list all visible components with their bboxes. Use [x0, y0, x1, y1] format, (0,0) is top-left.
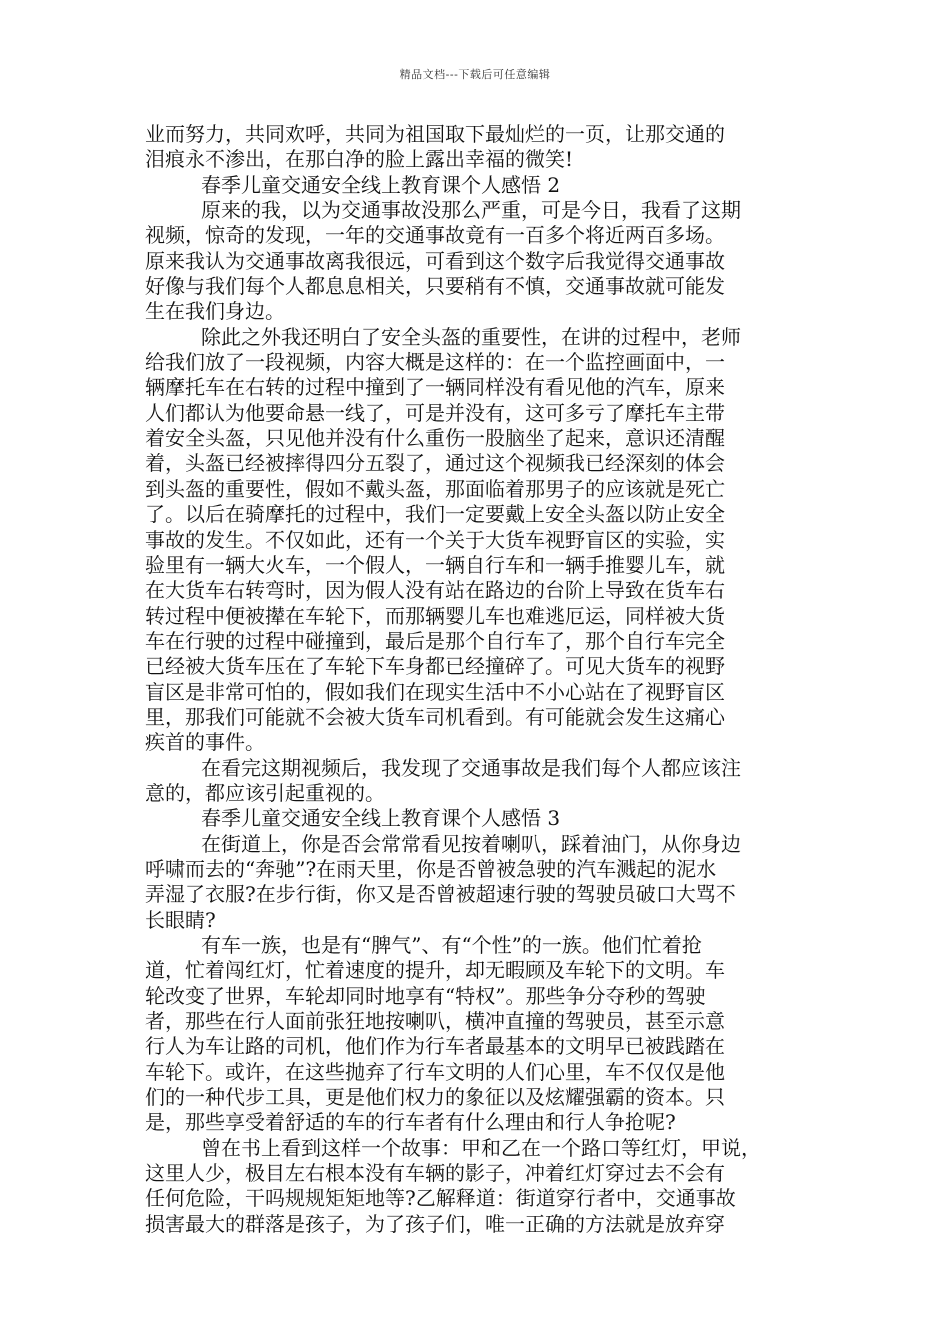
text-line: 们的一种代步工具，更是他们权力的象征以及炫耀强霸的资本。只 — [145, 1085, 725, 1110]
text-line: 曾在书上看到这样一个故事：甲和乙在一个路口等红灯，甲说， — [201, 1135, 761, 1160]
text-line: 原来我认为交通事故离我很远，可看到这个数字后我觉得交通事故 — [145, 248, 725, 273]
text-line: 原来的我，以为交通事故没那么严重，可是今日，我看了这期 — [201, 198, 741, 223]
text-line: 在大货车右转弯时，因为假人没有站在路边的台阶上导致在货车右 — [145, 578, 725, 603]
text-line: 损害最大的群落是孩子，为了孩子们，唯一正确的方法就是放弃穿 — [145, 1211, 725, 1236]
text-line: 盲区是非常可怕的，假如我们在现实生活中不小心站在了视野盲区 — [145, 679, 725, 704]
document-body — [145, 122, 805, 1237]
text-line: 业而努力，共同欢呼，共同为祖国取下最灿烂的一页，让那交通的 — [145, 122, 725, 146]
text-line: 验里有一辆大火车，一个假人，一辆自行车和一辆手推婴儿车，就 — [145, 552, 725, 577]
text-line: 给我们放了一段视频，内容大概是这样的：在一个监控画面中，一 — [145, 350, 725, 375]
text-line: 呼啸而去的“奔驰”?在雨天里，你是否曾被急驶的汽车溅起的泥水 — [145, 856, 717, 881]
text-line: 者，那些在行人面前张狂地按喇叭，横冲直撞的驾驶员，甚至示意 — [145, 1009, 725, 1034]
text-line: 辆摩托车在右转的过程中撞到了一辆同样没有看见他的汽车，原来 — [145, 375, 725, 400]
text-line: 除此之外我还明白了安全头盔的重要性，在讲的过程中，老师 — [201, 324, 741, 349]
text-line: 着安全头盔，只见他并没有什么重伤一股脑坐了起来，意识还清醒 — [145, 426, 725, 451]
text-line: 疾首的事件。 — [145, 730, 265, 755]
text-line: 里，那我们可能就不会被大货车司机看到。有可能就会发生这痛心 — [145, 704, 725, 729]
text-line: 泪痕永不渗出，在那白净的脸上露出幸福的微笑! — [145, 147, 574, 172]
text-line: 车轮下。或许，在这些抛弃了行车文明的人们心里，车不仅仅是他 — [145, 1059, 725, 1084]
text-line: 弄湿了衣服?在步行街，你又是否曾被超速行驶的驾驶员破口大骂不 — [145, 882, 736, 907]
text-line: 这里人少，极目左右根本没有车辆的影子，冲着红灯穿过去不会有 — [145, 1161, 725, 1186]
text-line: 道，忙着闯红灯，忙着速度的提升，却无暇顾及车轮下的文明。车 — [145, 958, 725, 983]
text-line: 在街道上，你是否会常常看见按着喇叭，踩着油门，从你身边 — [201, 831, 741, 856]
text-line: 事故的发生。不仅如此，还有一个关于大货车视野盲区的实验，实 — [145, 527, 725, 552]
text-line: 生在我们身边。 — [145, 299, 285, 324]
text-line: 有车一族，也是有“脾气”、有“个性”的一族。他们忙着抢 — [201, 933, 702, 957]
text-line: 行人为车让路的司机，他们作为行车者最基本的文明早已被践踏在 — [145, 1034, 725, 1059]
text-line: 在看完这期视频后，我发现了交通事故是我们每个人都应该注 — [201, 755, 741, 780]
text-line: 意的，都应该引起重视的。 — [145, 780, 385, 805]
text-line: 到头盔的重要性，假如不戴头盔，那面临着那男子的应该就是死亡 — [145, 476, 725, 501]
text-line: 好像与我们每个人都息息相关，只要稍有不慎，交通事故就可能发 — [145, 274, 725, 299]
text-line: 已经被大货车压在了车轮下车身都已经撞碎了。可见大货车的视野 — [145, 654, 725, 679]
text-line: 轮改变了世界，车轮却同时地享有“特权”。那些争分夺秒的驾驶 — [145, 983, 706, 1008]
text-line: 着，头盔已经被摔得四分五裂了，通过这个视频我已经深刻的体会 — [145, 451, 725, 476]
text-line: 任何危险，干吗规规矩矩地等?乙解释道：街道穿行者中，交通事故 — [145, 1186, 736, 1211]
text-line: 春季儿童交通安全线上教育课个人感悟 3 — [201, 806, 561, 831]
text-line: 是，那些享受着舒适的车的行车者有什么理由和行人争抢呢? — [145, 1110, 676, 1135]
text-line: 春季儿童交通安全线上教育课个人感悟 2 — [201, 172, 561, 197]
text-line: 视频，惊奇的发现，一年的交通事故竟有一百多个将近两百多场。 — [145, 223, 725, 248]
text-line: 长眼睛? — [145, 907, 216, 932]
text-line: 了。以后在骑摩托的过程中，我们一定要戴上安全头盔以防止安全 — [145, 502, 725, 527]
text-line: 车在行驶的过程中碰撞到，最后是那个自行车了，那个自行车完全 — [145, 628, 725, 653]
page-header: 精品文档---下载后可任意编辑 — [399, 68, 551, 81]
text-line: 人们都认为他要命悬一线了，可是并没有，这可多亏了摩托车主带 — [145, 400, 725, 425]
text-line: 转过程中便被撵在车轮下，而那辆婴儿车也难逃厄运，同样被大货 — [145, 603, 725, 628]
